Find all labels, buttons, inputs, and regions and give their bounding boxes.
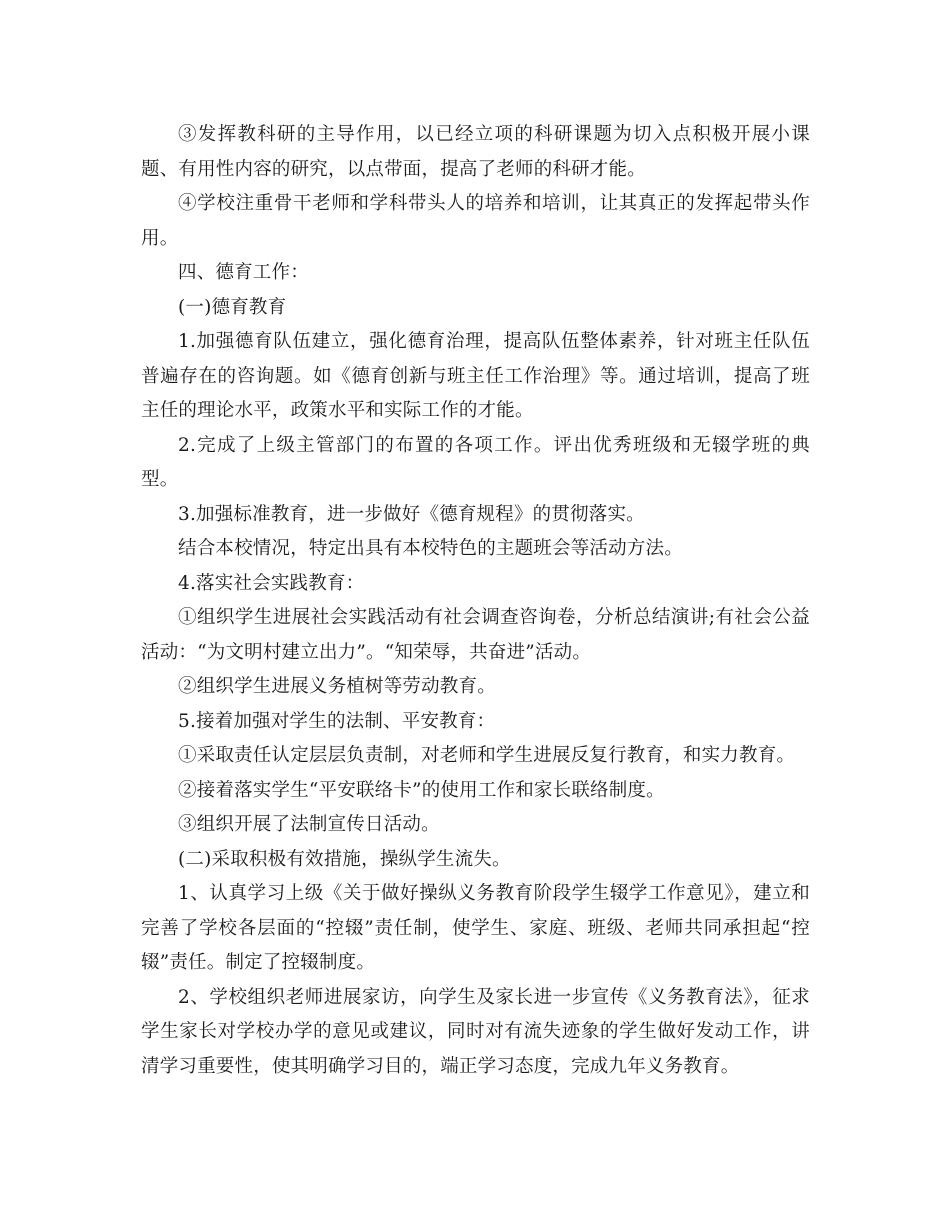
- paragraph-item-1: 1.加强德育队伍建立，强化德育治理，提高队伍整体素养，针对班主任队伍普遍存在的咨询题。如《德育创新与班主任工作治理》等。通过培训，提高了班主任的理论水平，政策水平和实际工作的才能。: [141, 331, 810, 421]
- paragraph-item-4: 4.落实社会实践教育：: [178, 572, 365, 594]
- paragraph-home-visits: 2、学校组织老师进展家访，向学生及家长进一步宣传《义务教育法》，征求学生家长对学校办学的意见或建议，同时对有流失迹象的学生做好发动工作，讲清学习重要性，使其明确学习目的，端正学习态度，完成九年义务教育。: [141, 986, 810, 1077]
- paragraph-tree-planting: ②组织学生进展义务植树等劳动教育。: [178, 676, 496, 697]
- paragraph-item-5: 5.接着加强对学生的法制、平安教育：: [178, 710, 496, 732]
- paragraph-safety-card: ②接着落实学生“平安联络卡”的使用工作和家长联络制度。: [178, 779, 665, 801]
- paragraph-research-role: ③发挥教科研的主导作用，以已经立项的科研课题为切入点积极开展小课题、有用性内容的研究，以点带面，提高了老师的科研才能。: [141, 124, 810, 180]
- paragraph-school-features: 结合本校情况，特定出具有本校特色的主题班会等活动方法。: [178, 538, 683, 559]
- paragraph-item-2: 2.完成了上级主管部门的布置的各项工作。评出优秀班级和无辍学班的典型。: [141, 434, 810, 490]
- paragraph-social-practice: ①组织学生进展社会实践活动有社会调查咨询卷，分析总结演讲;有社会公益活动：“为文明村建立出力”。“知荣辱，共奋进”活动。: [141, 607, 810, 663]
- document-body: [141, 118, 810, 1084]
- paragraph-responsibility: ①采取责任认定层层负责制，对老师和学生进展反复行教育，和实力教育。: [178, 745, 796, 766]
- subsection-heading-dropout-control: (二)采取积极有效措施，操纵学生流失。: [178, 848, 511, 870]
- paragraph-legal-day: ③组织开展了法制宣传日活动。: [178, 814, 440, 835]
- paragraph-dropout-policy: 1、认真学习上级《关于做好操纵义务教育阶段学生辍学工作意见》，建立和完善了学校各层面的“控辍”责任制，使学生、家庭、班级、老师共同承担起“控辍”责任。制定了控辍制度。: [141, 883, 810, 973]
- paragraph-item-3: 3.加强标准教育，进一步做好《德育规程》的贯彻落实。: [178, 503, 645, 525]
- section-heading-moral-work: 四、德育工作：: [178, 262, 309, 283]
- subsection-heading-moral-education: (一)德育教育: [178, 296, 287, 318]
- paragraph-backbone-teachers: ④学校注重骨干老师和学科带头人的培养和培训，让其真正的发挥起带头作用。: [141, 193, 810, 249]
